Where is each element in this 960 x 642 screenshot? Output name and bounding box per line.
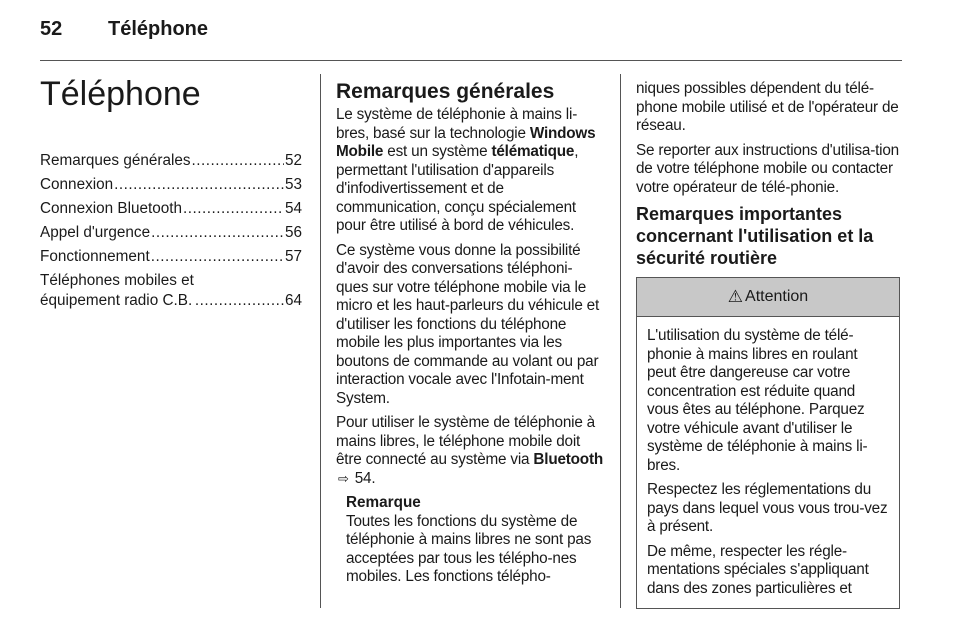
toc-entry-label: Appel d'urgence	[40, 224, 151, 242]
toc-leader-dots	[195, 291, 284, 311]
toc-leader-dots	[151, 247, 284, 267]
toc-leader-dots	[151, 223, 284, 243]
toc-entry[interactable]	[40, 175, 302, 195]
attention-paragraph: De même, respecter les régle-mentations spéciales s'appliquant dans des zones particulières et	[647, 542, 869, 597]
section-title-safety: Remarques importantes concernant l'utilisation et la sécurité routière	[636, 204, 874, 268]
attention-body	[637, 317, 899, 598]
toc-entry-label: Téléphones mobiles et équipement radio C.B.	[40, 272, 194, 310]
chapter-title: Téléphone	[40, 75, 201, 113]
toc-entry-page: 64	[284, 292, 302, 310]
text-run: , permettant l'utilisation d'appareils d'infodivertissement et de communication, conçu spécialement pour être utilisé à bord de véhicules.	[336, 143, 579, 234]
paragraph	[336, 414, 604, 488]
paragraph: niques possibles dépendent du télé-phone mobile utilisé et de l'opérateur de réseau.	[636, 80, 899, 134]
note-box	[346, 494, 604, 587]
text-run: est un système	[383, 143, 492, 160]
note-text: Toutes les fonctions du système de téléphonie à mains libres ne sont pas acceptées par tous les télépho-nes mobiles. Les fonctions télépho-	[346, 512, 592, 585]
toc-list	[40, 151, 302, 311]
header-divider	[40, 60, 902, 61]
toc-leader-dots	[183, 199, 284, 219]
attention-header	[637, 278, 899, 317]
text-column-1	[336, 80, 604, 593]
text-column-2	[636, 80, 906, 609]
toc-entry[interactable]	[40, 199, 302, 219]
toc-entry[interactable]	[40, 151, 302, 171]
running-section-title: Téléphone	[108, 18, 209, 40]
column-divider-2	[620, 74, 621, 608]
toc-leader-dots	[192, 151, 284, 171]
attention-box	[636, 277, 900, 609]
toc-entry-label: Connexion	[40, 176, 114, 194]
toc-entry-page: 53	[284, 176, 302, 194]
page-header	[40, 18, 208, 41]
toc-entry-label: Fonctionnement	[40, 248, 150, 266]
toc-entry[interactable]	[40, 247, 302, 267]
toc-entry-label: Connexion Bluetooth	[40, 200, 183, 218]
column-divider-1	[320, 74, 321, 608]
section-title-general: Remarques générales	[336, 80, 555, 103]
attention-paragraph: Respectez les réglementations du pays dans lequel vous vous trou-vez à présent.	[647, 481, 888, 535]
paragraph: Ce système vous donne la possibilité d'avoir des conversations téléphoni-ques sur votre téléphone mobile via le micro et les haut-parleurs du véhicule et d'utiliser les fonctions du téléphone mobile les plus importantes via les boutons de commande au volant ou par interaction vocale avec l'Infotain-ment System.	[336, 241, 600, 407]
warning-icon: ⚠	[727, 287, 744, 306]
toc-entry-page: 57	[284, 248, 302, 266]
toc-column	[40, 76, 302, 315]
toc-leader-dots	[114, 175, 284, 195]
toc-entry-page: 52	[284, 152, 302, 170]
term-windows-mobile: Windows Mobile	[336, 124, 596, 160]
attention-label: Attention	[745, 288, 809, 305]
toc-entry-label: Remarques générales	[40, 152, 191, 170]
page-number: 52	[40, 18, 63, 40]
text-run: Le système de téléphonie à mains li-bres, basé sur la technologie	[336, 106, 578, 142]
attention-paragraph: L'utilisation du système de télé-phonie à mains libres en roulant peut être dangereuse car votre concentration est réduite quand vous êtes au téléphone. Parquez votre véhicule avant d'utiliser le système de téléphonie à mains li-bres.	[647, 327, 868, 474]
toc-entry-page: 56	[284, 224, 302, 242]
toc-entry[interactable]	[40, 271, 302, 311]
toc-entry-page: 54	[284, 200, 302, 218]
paragraph	[336, 106, 604, 236]
paragraph: Se reporter aux instructions d'utilisa-tion de votre téléphone mobile ou contacter votre opérateur de télé-phonie.	[636, 141, 899, 196]
page-ref-link[interactable]: 54.	[350, 469, 376, 487]
term-bluetooth: Bluetooth	[533, 451, 603, 468]
text-run: Pour utiliser le système de téléphonie à mains libres, le téléphone mobile doit être connecté au système via	[336, 414, 595, 468]
note-title: Remarque	[346, 494, 421, 511]
page-ref-arrow-icon: ⇨	[338, 470, 349, 486]
toc-entry[interactable]	[40, 223, 302, 243]
term-telematique: télématique	[491, 143, 575, 160]
